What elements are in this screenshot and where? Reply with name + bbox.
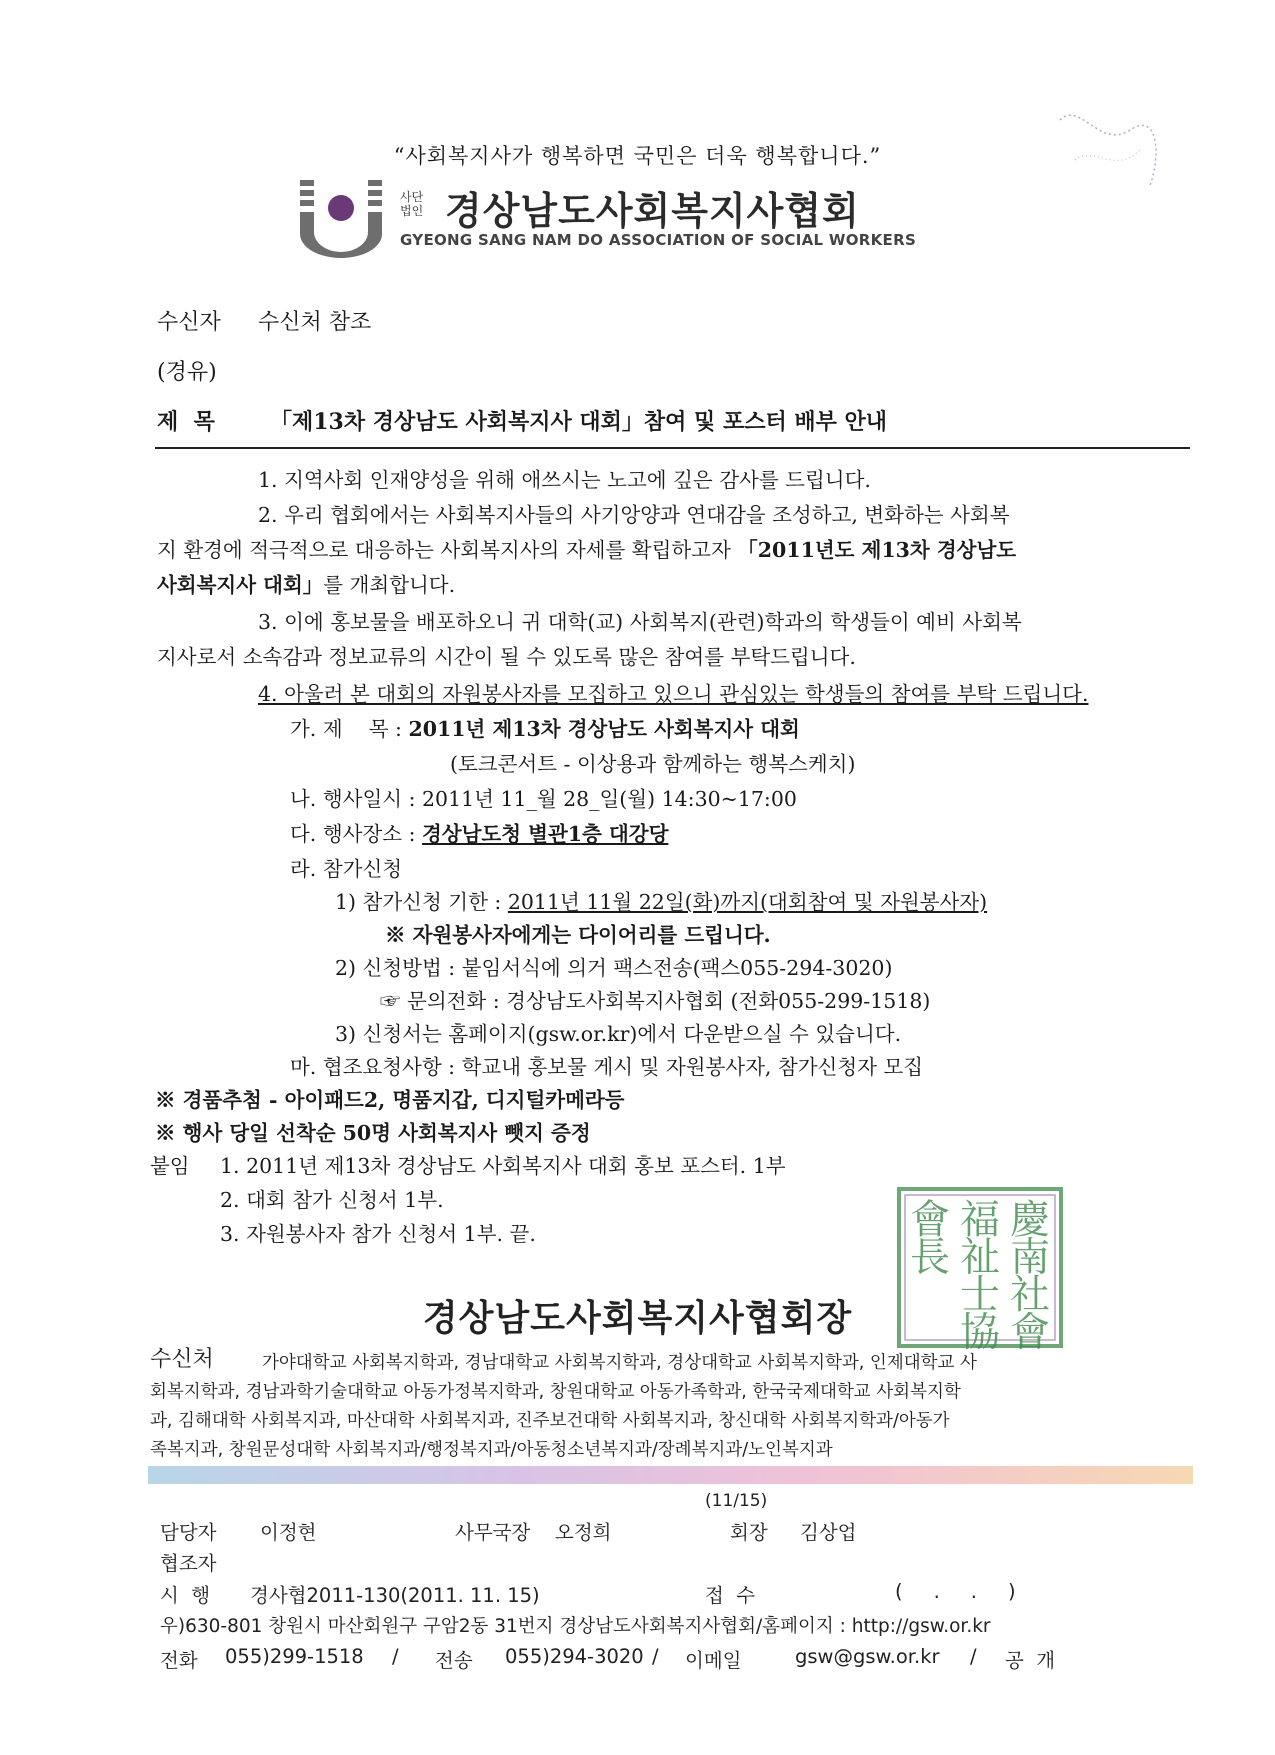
slogan: “사회복지사가 행복하면 국민은 더욱 행복합니다.” [393,144,882,168]
item-c: 다. 행사장소 : 경상남도청 별관1층 대강당 [290,822,669,846]
exec-value: 경사협2011-130(2011. 11. 15) [250,1584,540,1607]
stamp-glyph: 長 [910,1234,950,1281]
recipients-line-1: 가야대학교 사회복지학과, 경남대학교 사회복지학과, 경상대학교 사회복지학과, 인제대학교 사 [262,1353,977,1373]
paragraph-2-line-3: 사회복지사 대회」를 개최합니다. [157,573,456,597]
email-value[interactable]: gsw@gsw.or.kr [795,1645,940,1668]
phone-label: 전화 [160,1649,198,1672]
stamp-glyph: 慶 [1010,1197,1050,1243]
email-label: 이메일 [685,1649,742,1672]
president-name: 김상업 [800,1521,857,1544]
stamp-glyph: 會 [910,1197,950,1243]
paragraph-2-line-2: 지 환경에 적극적으로 대응하는 사회복지사의 자세를 확립하고자 「2011년도 제13차 경상남도 [157,538,1017,562]
official-seal-stamp [895,1185,1065,1350]
item-a: 가. 제 목 : 2011년 제13차 경상남도 사회복지사 대회 [290,717,800,741]
association-logo-icon [300,180,382,258]
coop-label: 협조자 [160,1552,217,1575]
recipients-line-3: 과, 김해대학 사회복지과, 마산대학 사회복지과, 진주보건대학 사회복지과, 창신대학 사회복지학과/아동가 [150,1411,950,1431]
attachment-2: 2. 대회 참가 신청서 1부. [220,1188,444,1212]
address-line: 우)630-801 창원시 마산회원구 구암2동 31번지 경상남도사회복지사협회/홈페이지 : http://gsw.or.kr [160,1616,991,1637]
org-name: 경상남도사회복지사협회 [445,189,860,233]
org-english-name: GYEONG SANG NAM DO ASSOCIATION OF SOCIAL WORKERS [400,231,917,249]
header-divider [155,447,1190,449]
note-prizes: ※ 경품추첨 - 아이패드2, 명품지갑, 디지털카메라등 [155,1088,625,1112]
stamp-glyph: 祉 [960,1234,1000,1281]
stamp-glyph: 士 [960,1271,1000,1318]
subject-label: 제 목 [157,409,215,435]
recipient-value: 수신처 참조 [258,310,372,335]
receipt-label: 접 수 [705,1584,756,1607]
paragraph-1: 1. 지역사회 인재양성을 위해 애쓰시는 노고에 깊은 감사를 드립니다. [258,468,871,492]
recipients-label: 수신처 [150,1347,214,1372]
attachments-label: 붙임 [150,1154,190,1178]
fax-label: 전송 [435,1649,473,1672]
item-d1: 1) 참가신청 기한 : 2011년 11월 22일(화)까지(대회참여 및 자원봉사자) [335,890,988,914]
director-label: 사무국장 [455,1521,531,1544]
disclosure-status: 공 개 [1005,1649,1056,1672]
signature-title: 경상남도사회복지사협회장 [422,1298,853,1339]
phone-value: 055)299-1518 [225,1645,364,1668]
item-d3: 3) 신청서는 홈페이지(gsw.or.kr)에서 다운받으실 수 있습니다. [335,1022,902,1046]
paragraph-4: 4. 아울러 본 대회의 자원봉사자를 모집하고 있으니 관심있는 학생들의 참여를 부탁 드립니다. [258,682,1089,706]
attachment-3: 3. 자원봉사자 참가 신청서 1부. 끝. [220,1222,536,1246]
stamp-glyph: 南 [1010,1234,1050,1281]
page-number: (11/15) [705,1491,768,1511]
fax-value: 055)294-3020 [505,1645,644,1668]
footer-separator-3: / [970,1645,977,1668]
subject-value: 「제13차 경상남도 사회복지사 대회」참여 및 포스터 배부 안내 [270,409,888,435]
paragraph-3-line-1: 3. 이에 홍보물을 배포하오니 귀 대학(교) 사회복지(관련)학과의 학생들이 예비 사회복 [258,610,1022,634]
stamp-glyph: 社 [1010,1271,1050,1318]
note-badge: ※ 행사 당일 선착순 50명 사회복지사 뺏지 증정 [155,1121,591,1145]
via-label: (경유) [157,360,217,385]
color-divider-bar [148,1466,1193,1484]
stamp-glyph: 會 [1010,1309,1050,1350]
footer-separator-2: / [652,1645,659,1668]
recipient-label: 수신자 [157,310,221,335]
stamp-glyph: 福 [960,1197,1000,1243]
item-d: 라. 참가신청 [290,857,403,881]
item-e: 마. 협조요청사항 : 학교내 홍보물 게시 및 자원봉사자, 참가신청자 모집 [290,1055,924,1079]
recipients-line-4: 족복지과, 창원문성대학 사회복지과/행정복지과/아동청소년복지과/장례복지과/노인복지과 [150,1440,833,1460]
attachment-1: 1. 2011년 제13차 경상남도 사회복지사 대회 홍보 포스터. 1부 [220,1154,786,1178]
item-d2: 2) 신청방법 : 붙임서식에 의거 팩스전송(팩스055-294-3020) [335,956,893,980]
receipt-value: ( . . ) [895,1580,1016,1603]
staff-name: 이정현 [260,1521,317,1544]
item-b: 나. 행사일시 : 2011년 11_월 28_일(월) 14:30~17:00 [290,787,797,811]
stamp-glyph: 協 [960,1309,1000,1350]
item-d1-note: ※ 자원봉사자에게는 다이어리를 드립니다. [385,923,771,947]
paragraph-3-line-2: 지사로서 소속감과 정보교류의 시간이 될 수 있도록 많은 참여를 부탁드립니다. [157,645,856,669]
item-d2-note: ☞ 문의전화 : 경상남도사회복지사협회 (전화055-299-1518) [380,989,931,1013]
recipients-line-2: 회복지학과, 경남과학기술대학교 아동가정복지학과, 창원대학교 아동가족학과, 한국국제대학교 사회복지학 [150,1382,961,1402]
staff-label: 담당자 [160,1521,217,1544]
director-name: 오정희 [555,1521,612,1544]
item-a-subtitle: (토크콘서트 - 이상용과 함께하는 행복스케치) [450,752,856,776]
footer-separator-1: / [392,1645,399,1668]
president-label: 회장 [730,1521,768,1544]
exec-label: 시 행 [160,1584,211,1607]
paragraph-2-line-1: 2. 우리 협회에서는 사회복지사들의 사기앙양과 연대감을 조성하고, 변화하는 사회복 [258,503,1010,527]
org-type-label: 사단 법인 [400,190,424,218]
